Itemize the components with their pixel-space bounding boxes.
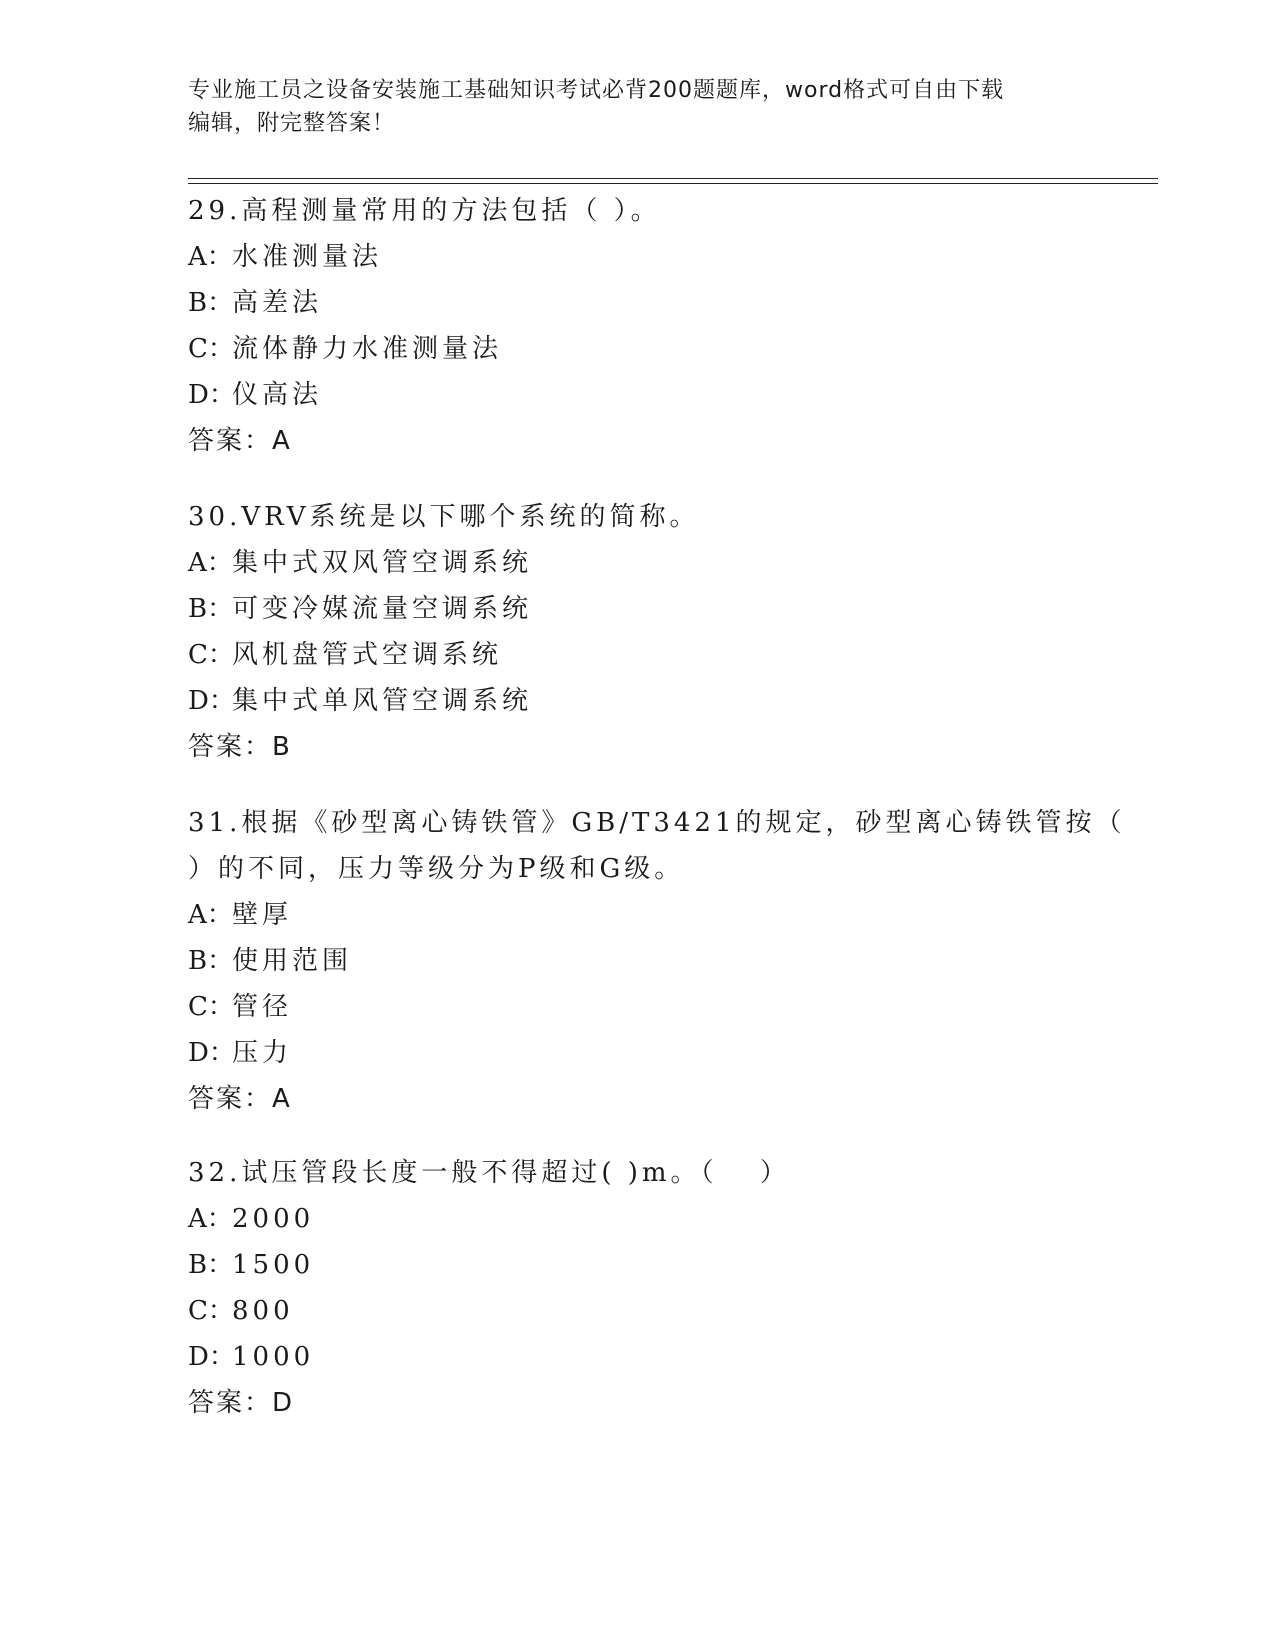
option-b (188, 280, 1088, 326)
option-c (188, 1288, 1088, 1334)
option-a (188, 540, 1088, 586)
header-line-2: 编辑，附完整答案！ (188, 111, 396, 136)
option-text: 2000 (232, 1204, 315, 1234)
header-divider-top (188, 178, 1158, 179)
option-key: C： (188, 334, 234, 364)
question-stem: 30.VRV系统是以下哪个系统的简称。 (188, 502, 700, 532)
question-stem-continued: ）的不同，压力等级分为P级和G级。 (188, 854, 685, 884)
option-key: B： (188, 946, 234, 976)
option-text: 水准测量法 (232, 242, 383, 272)
option-b (188, 938, 1088, 984)
option-key: D： (188, 1038, 235, 1068)
option-text: 流体静力水准测量法 (232, 334, 503, 364)
question-stem: 32.试压管段长度一般不得超过( )m。（ ） (188, 1158, 790, 1188)
option-key: A： (188, 548, 233, 578)
option-text: 1500 (232, 1250, 315, 1280)
option-a (188, 234, 1088, 280)
option-text: 压力 (232, 1038, 293, 1068)
option-key: D： (188, 686, 235, 716)
option-key: C： (188, 640, 234, 670)
header-line-1: 专业施工员之设备安装施工基础知识考试必背200题题库，word格式可自由下载 (188, 78, 1005, 103)
option-key: A： (188, 242, 233, 272)
header-divider-bottom (188, 183, 1158, 184)
answer-label: 答案：B (188, 732, 292, 762)
option-key: D： (188, 1342, 235, 1372)
question-30 (188, 494, 1088, 770)
option-text: 800 (232, 1296, 294, 1326)
option-b (188, 1242, 1088, 1288)
option-key: B： (188, 1250, 234, 1280)
option-text: 使用范围 (232, 946, 353, 976)
question-stem: 29.高程测量常用的方法包括（ ）。 (188, 196, 661, 226)
option-d (188, 372, 1088, 418)
option-text: 仪高法 (232, 380, 323, 410)
option-text: 集中式双风管空调系统 (232, 548, 533, 578)
option-d (188, 1334, 1088, 1380)
question-31 (188, 800, 1126, 1122)
option-key: C： (188, 992, 234, 1022)
option-key: B： (188, 594, 234, 624)
option-text: 1000 (232, 1342, 315, 1372)
answer-label: 答案：A (188, 426, 292, 456)
option-text: 集中式单风管空调系统 (232, 686, 533, 716)
option-c (188, 632, 1088, 678)
option-text: 可变冷媒流量空调系统 (232, 594, 533, 624)
answer-label: 答案：D (188, 1388, 295, 1418)
option-text: 管径 (232, 992, 293, 1022)
option-key: B： (188, 288, 234, 318)
question-stem: 31.根据《砂型离心铸铁管》GB/T3421的规定，砂型离心铸铁管按（ (188, 808, 1126, 838)
option-key: A： (188, 900, 233, 930)
option-a (188, 1196, 1088, 1242)
option-text: 风机盘管式空调系统 (232, 640, 503, 670)
option-a (188, 892, 1088, 938)
option-c (188, 326, 1088, 372)
option-d (188, 678, 1088, 724)
document-header (188, 74, 1088, 140)
option-d (188, 1030, 1088, 1076)
question-29 (188, 188, 1088, 464)
option-b (188, 586, 1088, 632)
option-text: 壁厚 (232, 900, 293, 930)
option-c (188, 984, 1088, 1030)
answer-label: 答案：A (188, 1084, 292, 1114)
option-text: 高差法 (232, 288, 323, 318)
question-32 (188, 1150, 1088, 1426)
option-key: D： (188, 380, 235, 410)
option-key: C： (188, 1296, 234, 1326)
option-key: A： (188, 1204, 233, 1234)
